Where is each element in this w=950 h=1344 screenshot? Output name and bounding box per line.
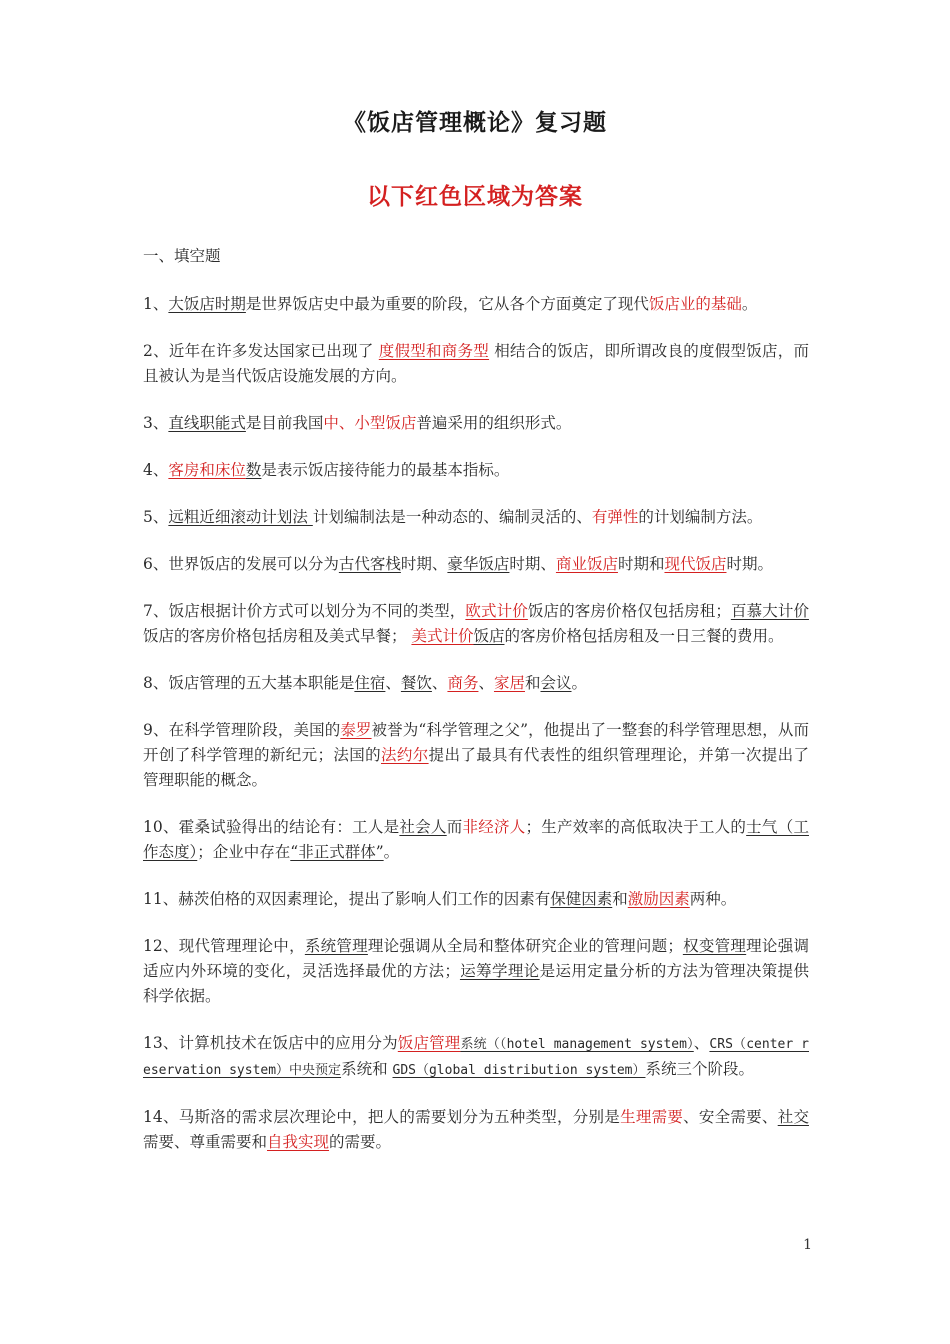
question-text: 5、: [143, 508, 169, 526]
answer-text: 欧式计价: [465, 602, 528, 620]
blank-text: 运筹学理论: [459, 962, 540, 980]
question-text: 。: [741, 295, 758, 313]
question-item: [143, 292, 809, 317]
question-text: 而: [446, 818, 463, 836]
question-text: 、: [431, 674, 448, 692]
blank-text: 百慕大计价: [730, 602, 809, 620]
blank-text: 远粗近细滚动计划法: [168, 508, 313, 526]
answer-text: 度假型和商务型: [378, 342, 490, 360]
question-item: [143, 934, 809, 1009]
question-text: 11、赫茨伯格的双因素理论，提出了影响人们工作的因素有: [143, 890, 551, 908]
question-text: 、安全需要、: [683, 1108, 778, 1126]
answer-text: 泰罗: [340, 721, 372, 739]
answer-text: 生理需要: [620, 1108, 684, 1126]
question-item: [143, 339, 809, 389]
answer-text: 法约尔: [380, 746, 429, 764]
blank-text: 社会人: [399, 818, 447, 836]
question-text: 普遍采用的组织形式。: [416, 414, 572, 432]
question-item: [143, 552, 809, 577]
question-text: 和: [612, 890, 628, 908]
question-item: [143, 599, 809, 649]
answer-text: 饭店业的基础: [648, 295, 742, 313]
blank-text: “非正式群体”: [290, 843, 384, 861]
question-item: [143, 671, 809, 696]
question-text: 两种。: [689, 890, 737, 908]
question-list: [143, 292, 809, 1155]
blank-text: GDS（global distribution system）: [392, 1063, 646, 1078]
blank-text: 数: [245, 461, 262, 479]
question-text: 2、近年在许多发达国家已出现了: [143, 342, 379, 360]
answer-text: 商务: [447, 674, 479, 692]
answer-text: 客房和床位: [168, 461, 246, 479]
blank-text: 餐饮: [400, 674, 432, 692]
question-text: ；生产效率的高低取决于工人的: [525, 818, 747, 836]
question-item: [143, 815, 809, 865]
question-text: 的计划编制方法。: [638, 508, 763, 526]
question-text: 时期、: [400, 555, 448, 573]
page-number: 1: [803, 1237, 812, 1253]
question-text: 。: [571, 674, 588, 692]
blank-text: 豪华饭店: [447, 555, 510, 573]
blank-text: 社交: [777, 1108, 809, 1126]
blank-text: 会议: [540, 674, 572, 692]
question-text: 系统三个阶段。: [645, 1060, 754, 1078]
question-text: 是目前我国: [245, 414, 324, 432]
question-text: 是运用定量分析的方法为管理决策提供科学依据。: [143, 962, 809, 1005]
question-text: 系统和: [341, 1060, 393, 1078]
question-text: 时期和: [617, 555, 665, 573]
question-text: 9、在科学管理阶段，美国的: [143, 721, 341, 739]
blank-text: 古代客栈: [338, 555, 401, 573]
question-item: [143, 505, 809, 530]
answer-text: 自我实现: [267, 1133, 330, 1151]
question-text: 6、世界饭店的发展可以分为: [143, 555, 339, 573]
blank-text: 住宿: [354, 674, 386, 692]
answer-text: 激励因素: [627, 890, 690, 908]
question-text: 理论强调从全局和整体研究企业的管理问题；: [367, 937, 683, 955]
question-text: 时期。: [726, 555, 773, 573]
question-text: 3、: [143, 414, 169, 432]
question-text: 8、饭店管理的五大基本职能是: [143, 674, 355, 692]
blank-text: CRS（center reservation system）中央预定: [143, 1037, 809, 1078]
question-text: 。: [383, 843, 400, 861]
question-text: 计划编制法是一种动态的、编制灵活的、: [312, 508, 592, 526]
question-text: 、: [385, 674, 401, 692]
question-text: 的客房价格包括房租及一日三餐的费用。: [504, 627, 784, 645]
question-item: [143, 1031, 809, 1083]
question-text: 饭店的客房价格包括房租及美式早餐；: [143, 627, 412, 645]
question-text: 的需要。: [329, 1133, 392, 1151]
question-text: 是表示饭店接待能力的最基本指标。: [261, 461, 510, 479]
blank-text: 权变管理: [682, 937, 747, 955]
question-text: 12、现代管理理论中，: [143, 937, 305, 955]
question-item: [143, 411, 809, 436]
question-text: ；企业中存在: [197, 843, 291, 861]
section-heading: 一、填空题: [143, 247, 221, 265]
blank-text: 系统管理: [304, 937, 368, 955]
answer-text: 家居: [493, 674, 525, 692]
question-text: 4、: [143, 461, 169, 479]
blank-text: 饭店: [473, 627, 505, 645]
question-item: [143, 458, 809, 483]
question-text: 需要、尊重需要和: [143, 1133, 268, 1151]
answer-text: 有弹性: [591, 508, 639, 526]
document-body: [143, 244, 809, 1177]
answer-text: 商业饭店: [555, 555, 618, 573]
answer-text: 美式计价: [411, 627, 474, 645]
question-text: 理论强调适应内外环境的变化，灵活选择最优的方法；: [143, 937, 809, 980]
question-text: 相结合的饭店，即所谓改良的度假型饭店，而且被认为是当代饭店设施发展的方向。: [143, 342, 809, 385]
question-text: 14、马斯洛的需求层次理论中，把人的需要划分为五种类型，分别是: [143, 1108, 621, 1126]
answer-text: 饭店管理: [397, 1034, 461, 1052]
blank-text: 系统（（hotel management system）: [460, 1037, 694, 1052]
question-text: 饭店的客房价格仅包括房租；: [527, 602, 731, 620]
question-item: [143, 718, 809, 793]
answer-text: 现代饭店: [664, 555, 727, 573]
question-text: 是世界饭店史中最为重要的阶段，它从各个方面奠定了现代: [245, 295, 649, 313]
question-text: 被誉为“科学管理之父”，他提出了一整套的科学管理思想，从而开创了科学管理的新纪元；法国的: [143, 721, 809, 764]
answer-text: 非经济人: [462, 818, 526, 836]
question-text: 时期、: [509, 555, 556, 573]
question-text: 10、霍桑试验得出的结论有：工人是: [143, 818, 400, 836]
question-item: [143, 1105, 809, 1155]
question-text: 、: [478, 674, 494, 692]
question-text: 、: [693, 1034, 710, 1052]
question-text: 1、: [143, 295, 169, 313]
blank-text: 直线职能式: [168, 414, 246, 432]
question-text: 13、计算机技术在饭店中的应用分为: [143, 1034, 398, 1052]
question-text: 7、饭店根据计价方式可以划分为不同的类型，: [143, 602, 466, 620]
question-item: [143, 887, 809, 912]
blank-text: 大饭店时期: [168, 295, 246, 313]
page-title: 《饭店管理概论》复习题: [343, 109, 607, 136]
question-text: 和: [524, 674, 541, 692]
question-text: 提出了最具有代表性的组织管理理论，并第一次提出了管理职能的概念。: [143, 746, 809, 789]
blank-text: 保健因素: [550, 890, 613, 908]
answer-text: 中、小型饭店: [323, 414, 417, 432]
answer-notice: 以下红色区域为答案: [367, 183, 583, 210]
blank-text: 士气（工作态度）: [143, 818, 809, 861]
